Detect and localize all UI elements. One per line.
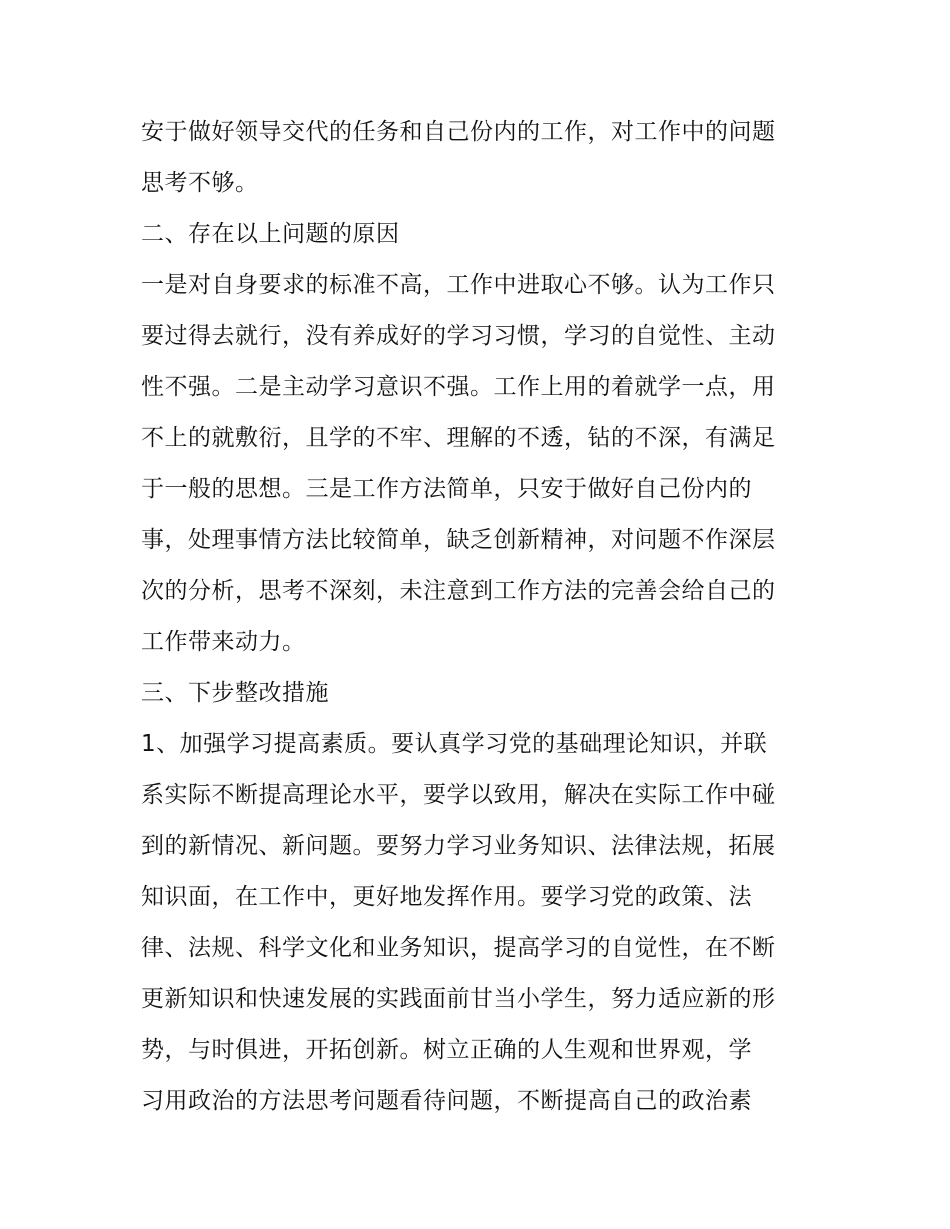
section-heading-3: 三、下步整改措施 (141, 680, 329, 706)
text-line: 工作带来动力。 (141, 629, 306, 655)
text-line: 势，与时俱进，开拓创新。树立正确的人生观和世界观，学 (141, 1037, 752, 1063)
text-line: 安于做好领导交代的任务和自己份内的工作，对工作中的问题 (141, 119, 776, 145)
text-line: 不上的就敷衍，且学的不牢、理解的不透，钻的不深，有满足 (141, 425, 776, 451)
text-line: 到的新情况、新问题。要努力学习业务知识、法律法规，拓展 (141, 833, 776, 859)
text-line: 1、加强学习提高素质。要认真学习党的基础理论知识，并联 (141, 731, 768, 757)
text-line: 习用政治的方法思考问题看待问题，不断提高自己的政治素 (141, 1088, 752, 1114)
text-line: 于一般的思想。三是工作方法简单，只安于做好自己份内的 (141, 476, 752, 502)
text-line: 一是对自身要求的标准不高，工作中进取心不够。认为工作只 (141, 272, 776, 298)
section-heading-2: 二、存在以上问题的原因 (141, 221, 400, 247)
text-line: 系实际不断提高理论水平，要学以致用，解决在实际工作中碰 (141, 782, 776, 808)
text-line: 律、法规、科学文化和业务知识，提高学习的自觉性，在不断 (141, 935, 776, 961)
text-line: 事，处理事情方法比较简单，缺乏创新精神，对问题不作深层 (141, 527, 776, 553)
text-line: 思考不够。 (141, 170, 259, 196)
text-line: 要过得去就行，没有养成好的学习习惯，学习的自觉性、主动 (141, 323, 776, 349)
text-line: 次的分析，思考不深刻，未注意到工作方法的完善会给自己的 (141, 578, 776, 604)
text-line: 知识面，在工作中，更好地发挥作用。要学习党的政策、法 (141, 884, 752, 910)
text-line: 更新知识和快速发展的实践面前甘当小学生，努力适应新的形 (141, 986, 776, 1012)
body-text (141, 107, 821, 1127)
text-line: 性不强。二是主动学习意识不强。工作上用的着就学一点，用 (141, 374, 776, 400)
